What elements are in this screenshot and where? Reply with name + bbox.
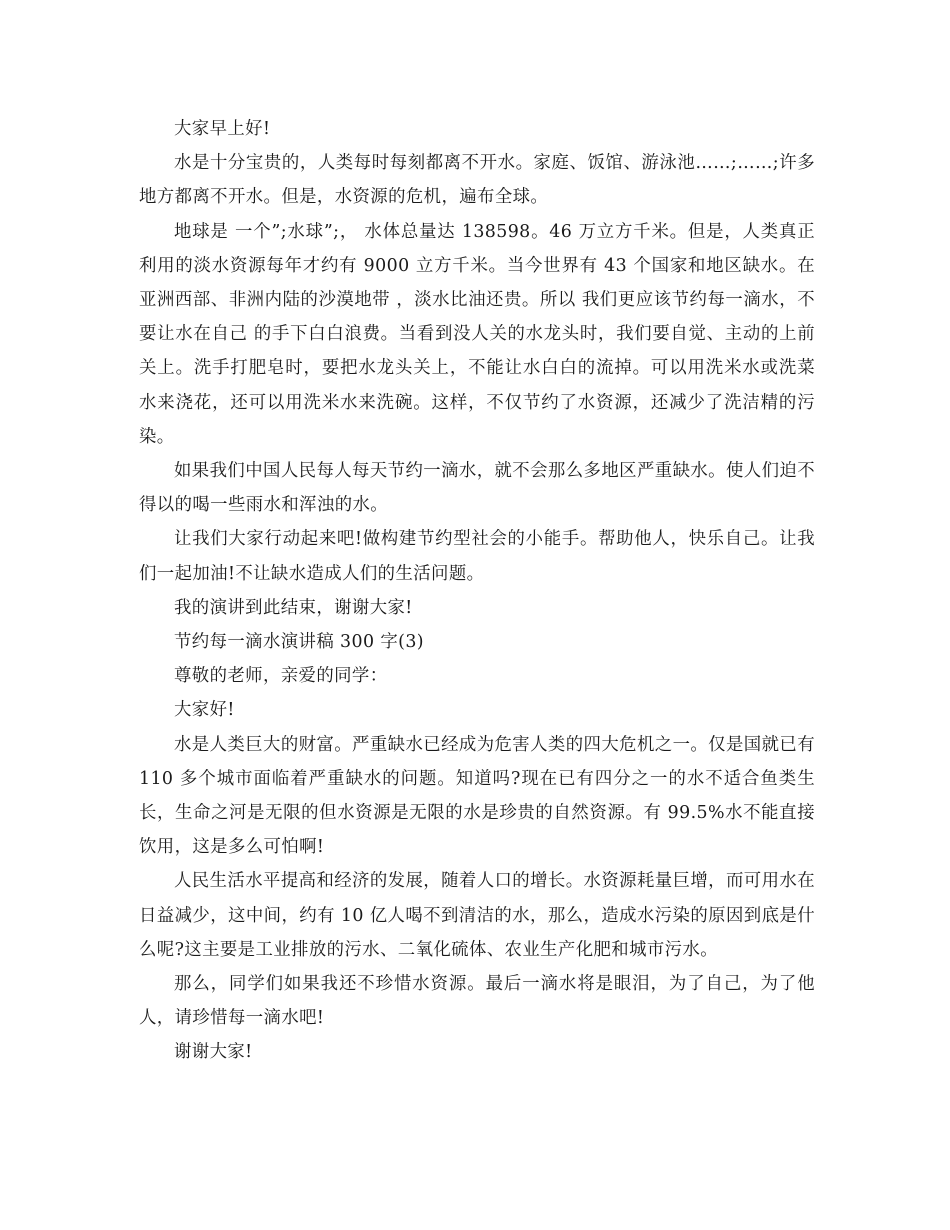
water-value-paragraph: 水是十分宝贵的，人类每时每刻都离不开水。家庭、饭馆、游泳池……;……;许多地方都离不开水。但是，水资源的危机，遍布全球。	[139, 153, 815, 208]
greeting-paragraph-2: 大家好!	[174, 700, 235, 721]
thanks-paragraph: 谢谢大家!	[174, 1042, 253, 1063]
earth-water-paragraph: 地球是 一个”;水球”;， 水体总量达 138598。46 万立方千米。但是，人类真正利用的淡水资源每年才约有 9000 立方千米。当今世界有 43 个国家和地区缺水。在亚洲西部、非洲内陆的沙漠地带 ，淡水比油还贵。所以 我们更应该节约每一滴水，不要让水在自己 的手下白白浪费。当看到没人关的水龙头时，我们要自觉、主动的上前关上。洗手打肥皂时，要把水龙头关上，不能让水白白的流掉。可以用洗米水或洗菜水来浇花，还可以用洗米水来洗碗。这样，不仅节约了水资源，还减少了洗洁精的污染。	[139, 221, 815, 447]
speech-end-paragraph: 我的演讲到此结束，谢谢大家!	[174, 597, 413, 618]
water-wealth-paragraph: 水是人类巨大的财富。严重缺水已经成为危害人类的四大危机之一。仅是国就已有 110 多个城市面临着严重缺水的问题。知道吗?现在已有四分之一的水不适合鱼类生长，生命之河是无限的但水资源是无限的水是珍贵的自然资源。有 99.5%水不能直接饮用，这是多么可怕啊!	[139, 734, 815, 858]
document-body	[139, 112, 815, 1070]
call-to-action-paragraph: 让我们大家行动起来吧!做构建节约型社会的小能手。帮助他人，快乐自己。让我们一起加油!不让缺水造成人们的生活问题。	[139, 529, 815, 584]
greeting-paragraph: 大家早上好!	[174, 119, 271, 139]
pollution-paragraph: 人民生活水平提高和经济的发展，随着人口的增长。水资源耗量巨增，而可用水在日益减少，这中间，约有 10 亿人喝不到清洁的水，那么，造成水污染的原因到底是什么呢?这主要是工业排放的污水、二氧化硫体、农业生产化肥和城市污水。	[139, 871, 815, 960]
cherish-water-paragraph: 那么，同学们如果我还不珍惜水资源。最后一滴水将是眼泪，为了自己，为了他人，请珍惜每一滴水吧!	[139, 974, 815, 1029]
salutation-paragraph: 尊敬的老师，亲爱的同学：	[174, 666, 388, 687]
section-title: 节约每一滴水演讲稿 300 字(3)	[174, 632, 424, 653]
china-saving-paragraph: 如果我们中国人民每人每天节约一滴水，就不会那么多地区严重缺水。使人们迫不得以的喝一些雨水和浑浊的水。	[139, 461, 815, 516]
